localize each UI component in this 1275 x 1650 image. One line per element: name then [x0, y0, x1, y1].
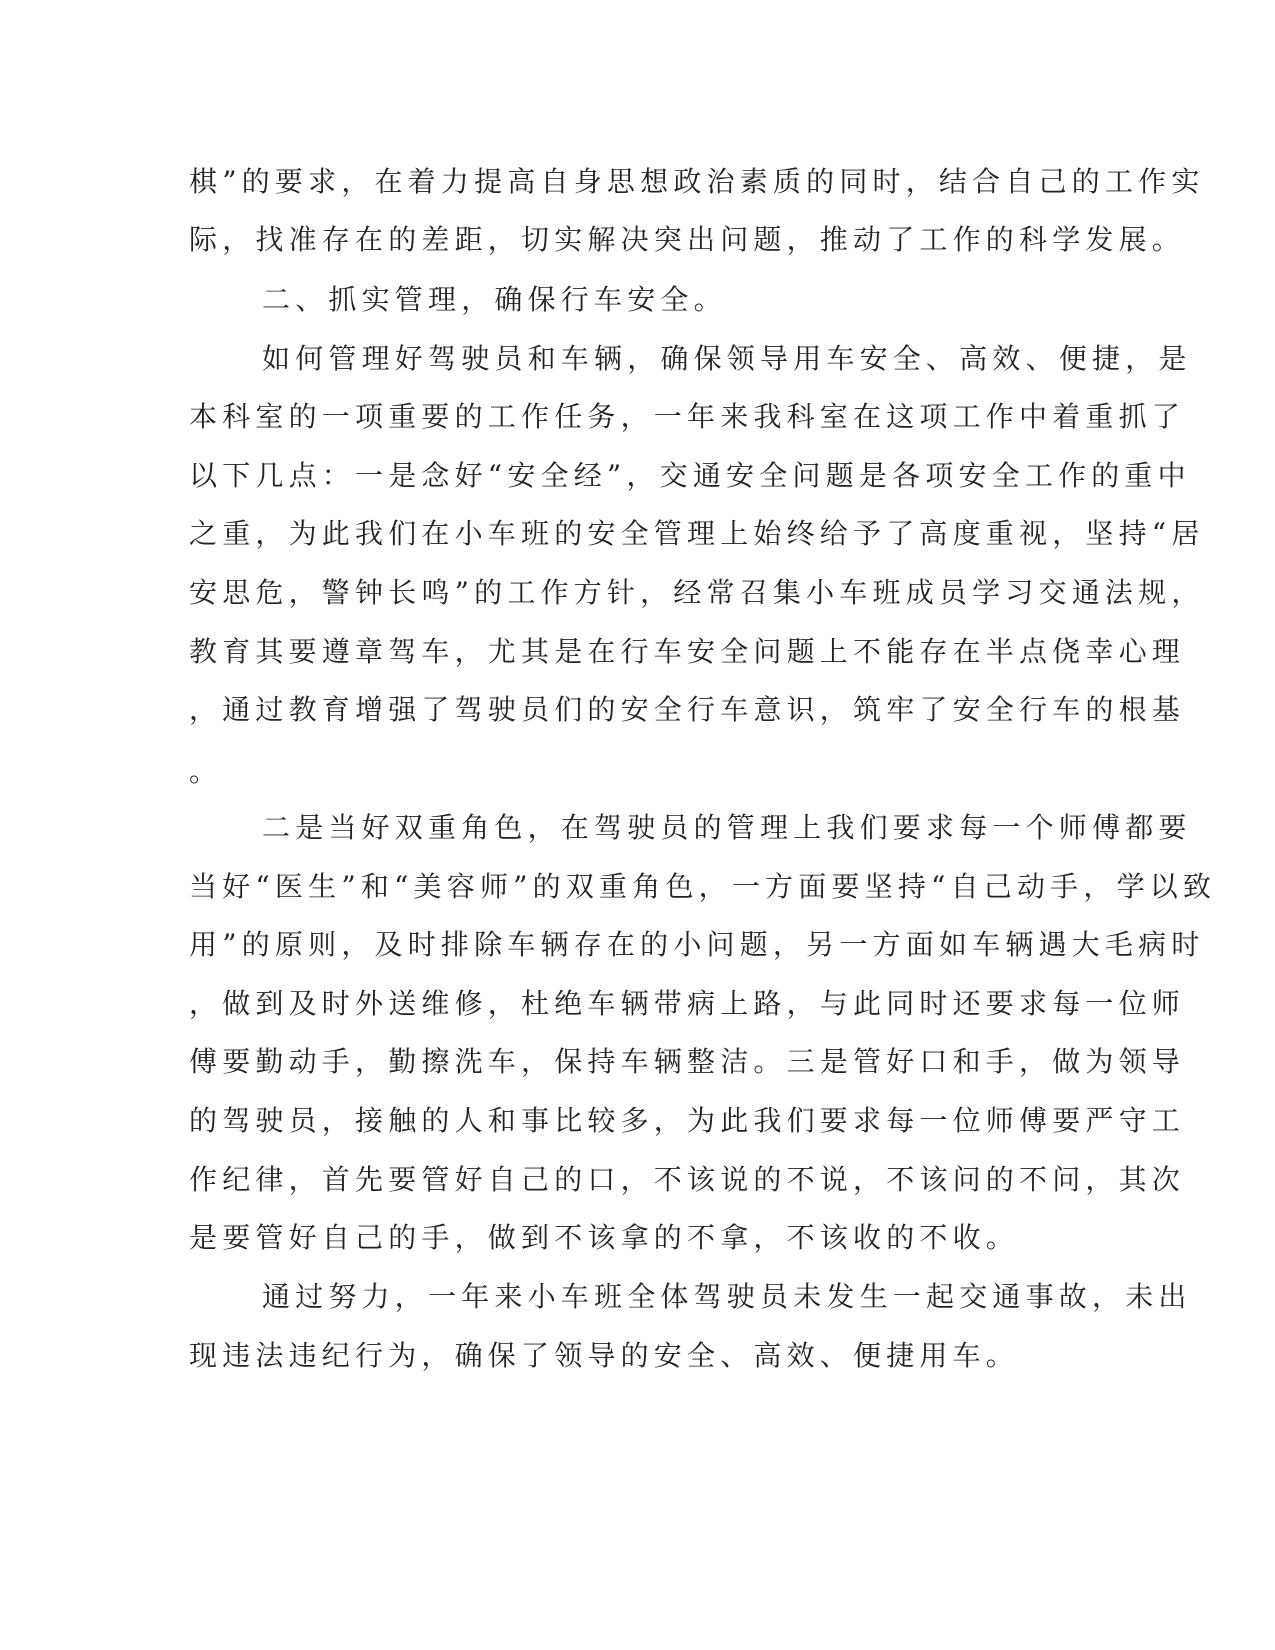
text-line: ，做到及时外送维修，杜绝车辆带病上路，与此同时还要求每一位师: [189, 987, 1186, 1020]
text-line: 以下几点：一是念好“安全经”，交通安全问题是各项安全工作的重中: [189, 459, 1191, 492]
text-line: 如何管理好驾驶员和车辆，确保领导用车安全、高效、便捷，是: [262, 342, 1192, 375]
text-line: 当好“医生”和“美容师”的双重角色，一方面要坚持“自己动手，学以致: [189, 870, 1217, 903]
text-line: 本科室的一项重要的工作任务，一年来我科室在这项工作中着重抓了: [189, 400, 1186, 433]
section-heading: 二、抓实管理，确保行车安全。: [262, 283, 727, 316]
text-line: 安思危，警钟长鸣”的工作方针，经常召集小车班成员学习交通法规，: [189, 576, 1205, 609]
text-line: 之重，为此我们在小车班的安全管理上始终给予了高度重视，坚持“居: [189, 517, 1205, 550]
text-line: 作纪律，首先要管好自己的口，不该说的不说，不该问的不问，其次: [189, 1163, 1186, 1196]
text-line: 二是当好双重角色，在驾驶员的管理上我们要求每一个师傅都要: [262, 811, 1192, 844]
text-line: 棋”的要求，在着力提高自身思想政治素质的同时，结合自己的工作实: [189, 165, 1205, 198]
text-line: 教育其要遵章驾车，尤其是在行车安全问题上不能存在半点侥幸心理: [189, 635, 1186, 668]
text-line: 是要管好自己的手，做到不该拿的不拿，不该收的不收。: [189, 1221, 1020, 1254]
text-line: 的驾驶员，接触的人和事比较多，为此我们要求每一位师傅要严守工: [189, 1104, 1186, 1137]
text-line: 用”的原则，及时排除车辆存在的小问题，另一方面如车辆遇大毛病时: [189, 928, 1205, 961]
text-line: 现违法违纪行为，确保了领导的安全、高效、便捷用车。: [189, 1339, 1020, 1372]
text-line: 际，找准存在的差距，切实解决突出问题，推动了工作的科学发展。: [189, 223, 1186, 256]
text-line: 傅要勤动手，勤擦洗车，保持车辆整洁。三是管好口和手，做为领导: [189, 1045, 1186, 1078]
text-line: ，通过教育增强了驾驶员们的安全行车意识，筑牢了安全行车的根基: [189, 693, 1186, 726]
text-line: 。: [189, 755, 223, 788]
text-line: 通过努力，一年来小车班全体驾驶员未发生一起交通事故，未出: [262, 1280, 1192, 1313]
